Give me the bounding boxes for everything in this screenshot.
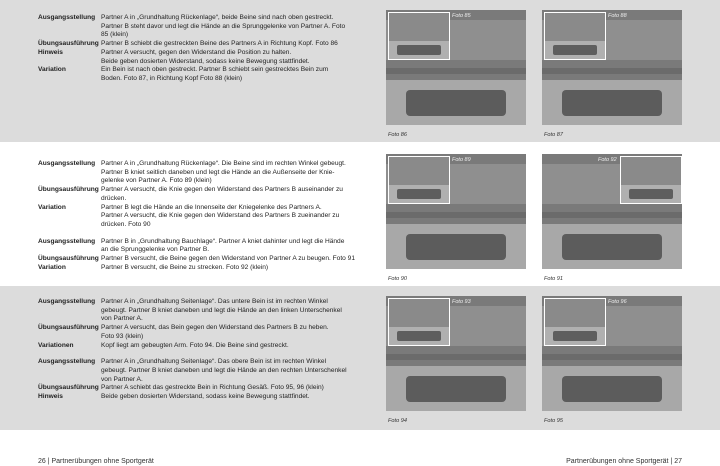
entry-line: Beide geben dosierten Widerstand, sodass keine Bewegung stattfindet. xyxy=(101,393,310,401)
entry-text xyxy=(101,298,376,324)
entry-line: drücken. xyxy=(101,194,127,202)
entry-label: Hinweis xyxy=(38,48,63,56)
entry-text xyxy=(101,49,376,66)
entry-text xyxy=(101,255,376,264)
page-footer-left: 26 | Partnerübungen ohne Sportgerät xyxy=(38,458,154,465)
exercise-entry xyxy=(38,66,376,83)
exercise-entry xyxy=(38,49,376,66)
entry-text xyxy=(101,160,376,186)
entry-text xyxy=(101,324,376,341)
entry-label: Übungsausführung xyxy=(38,40,99,48)
exercise-entry xyxy=(38,238,376,255)
exercise-entry xyxy=(38,384,376,393)
exercise-text-3 xyxy=(38,298,376,402)
entry-text xyxy=(101,384,376,393)
exercise-entry xyxy=(38,186,376,203)
entry-label: Variation xyxy=(38,203,66,211)
exercise-entry xyxy=(38,298,376,324)
exercise-entry xyxy=(38,255,376,264)
entry-line: Partner A in „Grundhaltung Seitenlage“. Das untere Bein ist im rechten Winkel xyxy=(101,298,328,305)
photo-caption: Foto 86 xyxy=(388,132,407,138)
entry-label: Ausgangsstellung xyxy=(38,14,96,21)
photo-94 xyxy=(386,296,526,411)
entry-line: Ein Bein ist nach oben gestreckt. Partner B schiebt sein gestrecktes Bein zum xyxy=(101,66,329,74)
entry-line: Partner A versucht, die Knie gegen den Widerstand des Partners B auseinander zu xyxy=(101,186,343,194)
entry-line: von Partner A. xyxy=(101,315,143,323)
photo-86 xyxy=(386,10,526,125)
entry-label: Übungsausführung xyxy=(38,384,99,392)
entry-text xyxy=(101,393,376,402)
exercise-text-1 xyxy=(38,14,376,84)
entry-label: Übungsausführung xyxy=(38,324,99,332)
entry-label: Ausgangsstellung xyxy=(38,298,96,305)
exercise-entry xyxy=(38,393,376,402)
entry-text xyxy=(101,40,376,49)
entry-text xyxy=(101,14,376,40)
entry-line: gebeugt. Partner B kniet daneben und legt die Hände an den linken Unterschenkel xyxy=(101,306,342,314)
inset-caption: Foto 89 xyxy=(452,157,471,163)
entry-line: Partner B legt die Hände an die Innenseite der Kniegelenke des Partners A. xyxy=(101,203,322,211)
entry-line: 85 (klein) xyxy=(101,31,129,39)
entry-line: Partner A versucht, das Bein gegen den Widerstand des Partners B zu heben. xyxy=(101,324,329,332)
entry-label: Variation xyxy=(38,263,66,271)
exercise-entry xyxy=(38,264,376,273)
entry-label: Ausgangsstellung xyxy=(38,358,96,366)
entry-label: Übungsausführung xyxy=(38,186,99,194)
entry-label: Ausgangsstellung xyxy=(38,237,96,245)
entry-line: Partner A versucht, die Knie gegen den Widerstand des Partners B zueinander zu xyxy=(101,212,340,220)
entry-text xyxy=(101,342,376,351)
inset-photo-88 xyxy=(544,12,606,60)
entry-label: Variation xyxy=(38,66,66,74)
photo-caption: Foto 91 xyxy=(544,276,563,282)
page-footer-right: Partnerübungen ohne Sportgerät | 27 xyxy=(566,458,682,465)
entry-label: Variationen xyxy=(38,341,74,349)
exercise-entry xyxy=(38,204,376,230)
exercise-entry xyxy=(38,14,376,40)
inset-caption: Foto 92 xyxy=(598,157,617,163)
spacer xyxy=(38,350,376,358)
entry-text xyxy=(101,186,376,203)
entry-line: Partner B schiebt die gestreckten Beine des Partners A in Richtung Kopf. Foto 86 xyxy=(101,40,338,48)
inset-caption: Foto 88 xyxy=(608,13,627,19)
entry-text xyxy=(101,66,376,83)
entry-line: Partner B versucht, die Beine zu strecken. Foto 92 (klein) xyxy=(101,263,269,271)
entry-label: Hinweis xyxy=(38,393,63,401)
entry-line: Partner A in „Grundhaltung Rückenlage“. Die Beine sind im rechten Winkel gebeugt. xyxy=(101,160,346,167)
entry-text xyxy=(101,358,376,384)
entry-line: Partner B kniet seitlich daneben und legt die Hände an die Außenseite der Knie- xyxy=(101,168,335,176)
entry-label: Ausgangsstellung xyxy=(38,160,96,167)
entry-line: Foto 93 (klein) xyxy=(101,332,144,340)
photo-caption: Foto 95 xyxy=(544,418,563,424)
entry-line: drücken. Foto 90 xyxy=(101,220,151,228)
entry-line: Partner A versucht, gegen den Widerstand die Position zu halten. xyxy=(101,48,292,56)
inset-photo-85 xyxy=(388,12,450,60)
entry-line: Beide geben dosierten Widerstand, sodass keine Bewegung stattfindet. xyxy=(101,57,310,65)
entry-text xyxy=(101,204,376,230)
entry-text xyxy=(101,238,376,255)
photo-caption: Foto 87 xyxy=(544,132,563,138)
photo-caption: Foto 90 xyxy=(388,276,407,282)
entry-line: gelenke von Partner A. Foto 89 (klein) xyxy=(101,177,212,185)
entry-line: gebeugt. Partner B kniet daneben und legt die Hände an den rechten Unterschenkel xyxy=(101,366,347,374)
entry-line: Partner B steht davor und legt die Hände an die Sprunggelenke von Partner A. Foto xyxy=(101,22,346,30)
entry-line: Partner B versucht, die Beine gegen den Widerstand von Partner A zu beugen. Foto 91 xyxy=(101,255,356,263)
entry-line: Partner A in „Grundhaltung Rückenlage“, beide Beine sind nach oben gestreckt. xyxy=(101,14,334,21)
exercise-entry xyxy=(38,358,376,384)
entry-line: Partner B in „Grundhaltung Bauchlage“. Partner A kniet dahinter und legt die Hände xyxy=(101,237,345,245)
inset-photo-93 xyxy=(388,298,450,346)
exercise-entry xyxy=(38,40,376,49)
entry-line: von Partner A. xyxy=(101,375,143,383)
exercise-text-2 xyxy=(38,160,376,272)
entry-line: Partner A schiebt das gestreckte Bein in Richtung Gesäß. Foto 95, 96 (klein) xyxy=(101,384,324,392)
inset-caption: Foto 85 xyxy=(452,13,471,19)
photo-caption: Foto 94 xyxy=(388,418,407,424)
entry-label: Übungsausführung xyxy=(38,255,99,263)
entry-line: Partner A in „Grundhaltung Seitenlage“. Das obere Bein ist im rechten Winkel xyxy=(101,358,327,366)
entry-line: Kopf liegt am gebeugten Arm. Foto 94. Die Beine sind gestreckt. xyxy=(101,341,289,349)
exercise-entry xyxy=(38,160,376,186)
spacer xyxy=(38,230,376,238)
inset-caption: Foto 93 xyxy=(452,299,471,305)
entry-line: an die Sprunggelenke von Partner B. xyxy=(101,246,210,254)
exercise-entry xyxy=(38,342,376,351)
exercise-entry xyxy=(38,324,376,341)
inset-photo-96 xyxy=(544,298,606,346)
photo-91 xyxy=(542,154,682,269)
photo-95 xyxy=(542,296,682,411)
inset-caption: Foto 96 xyxy=(608,299,627,305)
inset-photo-92 xyxy=(620,156,682,204)
entry-text xyxy=(101,264,376,273)
photo-87 xyxy=(542,10,682,125)
photo-90 xyxy=(386,154,526,269)
inset-photo-89 xyxy=(388,156,450,204)
entry-line: Boden. Foto 87, in Richtung Kopf Foto 88 (klein) xyxy=(101,74,243,82)
